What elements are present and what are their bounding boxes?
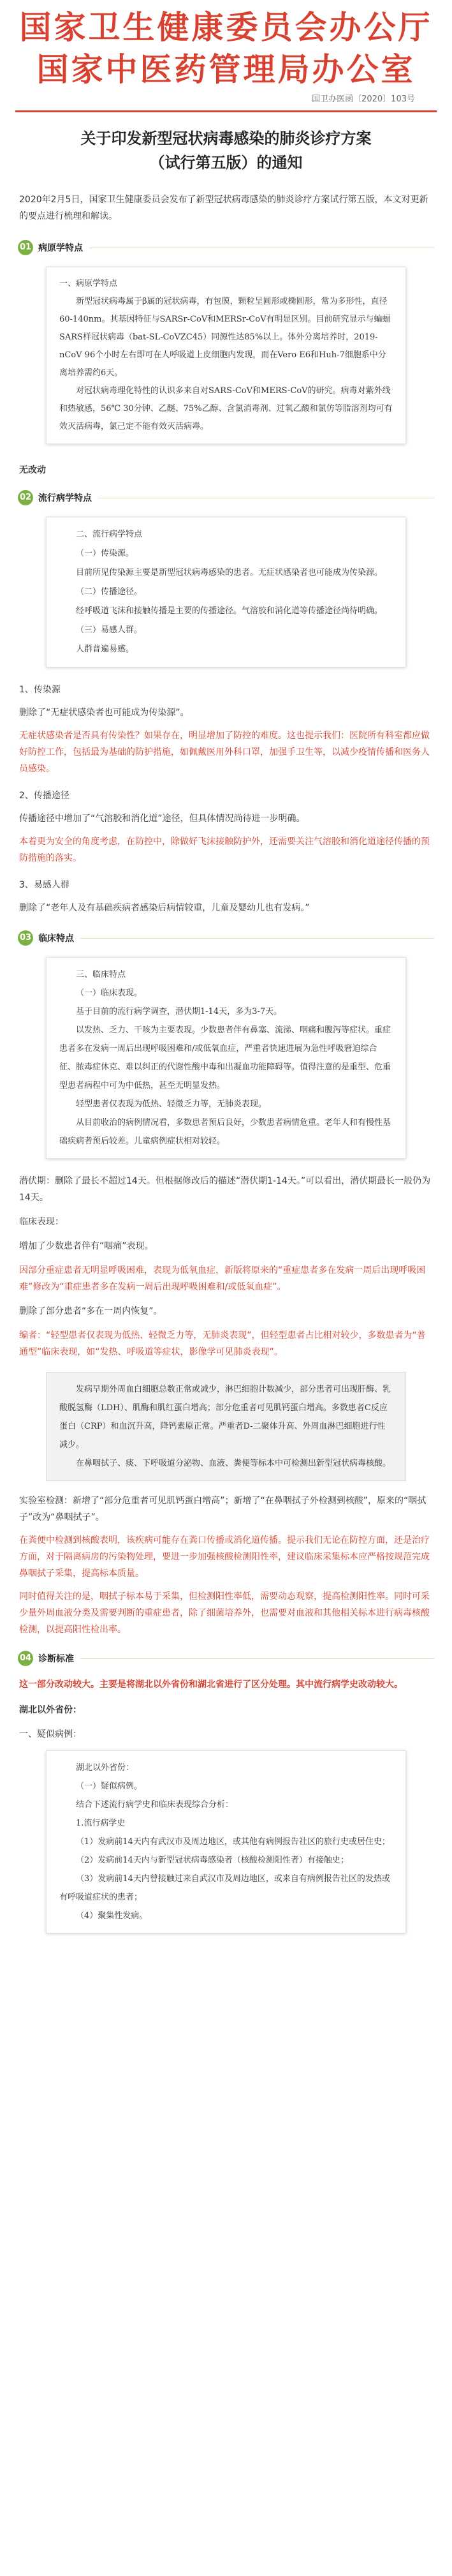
editor-comment: 在粪便中检测到核酸表明，该疾病可能存在粪口传播或消化道传播。提示我们无论在防控方面，还是治疗方面，对于隔离病房的污染物处理，要进一步加强核酸检测阳性率，建议临床采集标本应严格按规范完成鼻咽拭子采集，提高标本质量。 [19, 1535, 430, 1579]
section-label: 病原学特点 [38, 243, 83, 253]
subsection-title: 1、传染源 [19, 685, 61, 695]
change-note: 删除了“无症状感染者也可能成为传染源”。 [19, 708, 189, 718]
box-paragraph: 轻型患者仅表现为低热、轻微乏力等，无肺炎表现。 [76, 1099, 267, 1109]
section-number-badge: 04 [18, 1651, 33, 1666]
quote-box-diagnosis [46, 1750, 406, 1933]
box-line: （三）易感人群。 [76, 625, 143, 635]
header-divider [15, 110, 437, 112]
box-paragraph: 从目前收治的病例情况看，多数患者预后良好，少数患者病情危重。老年人和有慢性基础疾病者预后较差。儿童病例症状相对较轻。 [59, 1118, 391, 1146]
notice-title [0, 126, 452, 175]
document-header [0, 0, 452, 104]
box-paragraph: 目前所见传染源主要是新型冠状病毒感染的患者。无症状感染者也可能成为传染源。 [76, 568, 383, 577]
quote-box-clinical [46, 957, 406, 1159]
subsection-title: 湖北以外省份： [19, 1705, 82, 1715]
section-rule [80, 1658, 434, 1659]
box-paragraph: 基于目前的流行病学调查，潜伏期1-14天，多为3-7天。 [76, 1007, 282, 1016]
section-label: 流行病学特点 [38, 493, 92, 503]
box-heading: 二、流行病学特点 [76, 530, 143, 539]
issuer-line-1: 国家卫生健康委员会办公厅 [19, 8, 433, 46]
editor-comment: 本着更为安全的角度考虑，在防控中，除做好飞沫接触防护外，还需要关注气溶胶和消化道途径传播的预防措施的落实。 [19, 837, 430, 863]
change-note: 潜伏期：删除了最长不超过14天。但根据修改后的描述“潜伏期1-14天。”可以看出，潜伏期最长一般仍为14天。 [19, 1176, 431, 1203]
box-line: 1.流行病学史 [76, 1819, 126, 1828]
box-paragraph: （3）发病前14天内曾接触过来自武汉市及周边地区，或来自有病例报告社区的发热或有呼吸道症状的患者； [59, 1874, 390, 1902]
box-paragraph: 以发热、乏力、干咳为主要表现。少数患者伴有鼻塞、流涕、咽痛和腹泻等症状。重症患者多在发病一周后出现呼吸困难和/或低氧血症，严重者快速进展为急性呼吸窘迫综合征、脓毒症休克、难以纠正的代谢性酸中毒和出凝血功能障碍等。值得注意的是重型、危重型患者病程中可为中低热，甚至无明显发热。 [59, 1025, 391, 1091]
section-rule [80, 938, 434, 939]
section-number-badge: 03 [18, 930, 33, 946]
subsection-title: 3、易感人群 [19, 880, 69, 890]
box-paragraph: （1）发病前14天内有武汉市及周边地区，或其他有病例报告社区的旅行史或居住史； [76, 1837, 390, 1847]
change-note: 增加了少数患者伴有“咽痛”表现。 [19, 1241, 154, 1251]
change-note: 实验室检测：新增了“部分危重者可见肌钙蛋白增高”；新增了“在鼻咽拭子外检测到核酸”，原来的“咽拭子”改为“鼻咽拭子”。 [19, 1496, 426, 1523]
section-header-04 [18, 1651, 434, 1666]
box-paragraph: 对冠状病毒理化特性的认识多来自对SARS-CoV和MERS-CoV的研究。病毒对紫外线和热敏感，56℃ 30分钟、乙醚、75%乙醇、含氯消毒剂、过氧乙酸和氯仿等脂溶剂均可有效灭活病毒，氯己定不能有效灭活病毒。 [59, 386, 393, 431]
box-line: （一）临床表现。 [76, 988, 143, 998]
box-line: 人群普遍易感。 [76, 644, 135, 654]
section-number-badge: 02 [18, 490, 33, 505]
change-note: 临床表现： [19, 1217, 64, 1227]
section-header-02 [18, 490, 434, 505]
box-line: （二）传播途径。 [76, 587, 143, 597]
editor-comment: 编者：“轻型患者仅表现为低热、轻微乏力等，无肺炎表现”，但轻型患者占比相对较少，多数患者为“普通型”临床表现，如“发热、呼吸道等症状，影像学可见肺炎表现”。 [19, 1330, 426, 1357]
box-paragraph: （2）发病前14天内与新型冠状病毒感染者（核酸检测阳性者）有接触史； [76, 1856, 349, 1865]
editor-comment: 因部分重症患者无明显呼吸困难，表现为低氧血症，新版将原来的“重症患者多在发病一周后出现呼吸困难”修改为“重症患者多在发病一周后出现呼吸困难和/或低氧血症”。 [19, 1265, 426, 1292]
diagnosis-summary: 这一部分改动较大。主要是将湖北以外省份和湖北省进行了区分处理。其中流行病学史改动较大。 [19, 1679, 403, 1690]
section-label: 临床特点 [38, 934, 74, 944]
quote-box-epidemiology [46, 517, 406, 667]
title-line-2: （试行第五版）的通知 [149, 153, 303, 172]
box-paragraph: 经呼吸道飞沫和接触传播是主要的传播途径。气溶胶和消化道等传播途径尚待明确。 [76, 606, 383, 616]
change-note: 删除了“老年人及有基础疾病者感染后病情较重，儿童及婴幼儿也有发病。” [19, 903, 310, 913]
box-heading: 三、临床特点 [76, 970, 126, 979]
box-heading: 一、病原学特点 [59, 279, 118, 288]
issuer-line-2: 国家中医药管理局办公室 [36, 50, 416, 88]
box-heading: 湖北以外省份： [76, 1763, 135, 1773]
box-line: （一）传染源。 [76, 549, 135, 558]
intro-paragraph: 2020年2月5日，国家卫生健康委员会发布了新型冠状病毒感染的肺炎诊疗方案试行第五版，本文对更新的要点进行梳理和解读。 [19, 195, 428, 221]
editor-comment: 同时值得关注的是，咽拭子标本易于采集，但检测阳性率低，需要动态观察，提高检测阳性率。同时可采少量外周血液分类及需要判断的重症患者，除了细菌培养外，也需要对血液和其他相关标本进行病毒核酸检测，以提高阳性检出率。 [19, 1591, 430, 1635]
subsection-title: 2、传播途径 [19, 791, 69, 801]
no-change-note: 无改动 [19, 465, 46, 475]
box-line: （4）聚集性发病。 [76, 1911, 148, 1921]
box-line: （一）疑似病例。 [76, 1782, 143, 1791]
section-label: 诊断标准 [38, 1654, 74, 1664]
editor-comment: 无症状感染者是否具有传染性？如果存在，明显增加了防控的难度。这也提示我们：医院所有科室都应做好防控工作，包括最为基础的防护措施，如佩戴医用外科口罩，加强手卫生等，以减少疫情传播和医务人员感染。 [19, 731, 430, 774]
document-number: 国卫办医函〔2020〕103号 [312, 94, 415, 104]
change-note: 传播途径中增加了“气溶胶和消化道”途径，但具体情况尚待进一步明确。 [19, 814, 305, 824]
section-header-03 [18, 930, 434, 946]
box-paragraph: 在鼻咽拭子、痰、下呼吸道分泌物、血液、粪便等标本中可检测出新型冠状病毒核酸。 [76, 1459, 391, 1468]
subsection-title: 一、疑似病例： [19, 1729, 82, 1739]
box-paragraph: 发病早期外周血白细胞总数正常或减少，淋巴细胞计数减少，部分患者可出现肝酶、乳酸脱氢酶（LDH）、肌酶和肌红蛋白增高；部分危重者可见肌钙蛋白增高。多数患者C反应蛋白（CRP）和血沉升高，降钙素原正常。严重者D-二聚体升高、外周血淋巴细胞进行性减少。 [59, 1385, 391, 1450]
box-line: 结合下述流行病学史和临床表现综合分析： [76, 1800, 234, 1810]
title-line-1: 关于印发新型冠状病毒感染的肺炎诊疗方案 [80, 129, 372, 147]
quote-box-pathogen [46, 267, 406, 444]
section-number-badge: 01 [18, 240, 33, 255]
change-note: 删除了部分患者“多在一周内恢复”。 [19, 1306, 163, 1316]
quote-box-laboratory [46, 1372, 406, 1481]
section-header-01 [18, 240, 434, 255]
box-paragraph: 新型冠状病毒属于β属的冠状病毒，有包膜，颗粒呈圆形或椭圆形，常为多形性，直径60-140nm。其基因特征与SARSr-CoV和MERSr-CoV有明显区别。目前研究显示与蝙蝠SARS样冠状病毒（bat-SL-CoVZC45）同源性达85%以上。体外分离培养时，2019-nCoV 96个小时左右即可在人呼吸道上皮细胞内发现，而在Vero E6和Huh-7细胞系中分离培养需约6天。 [59, 297, 391, 378]
